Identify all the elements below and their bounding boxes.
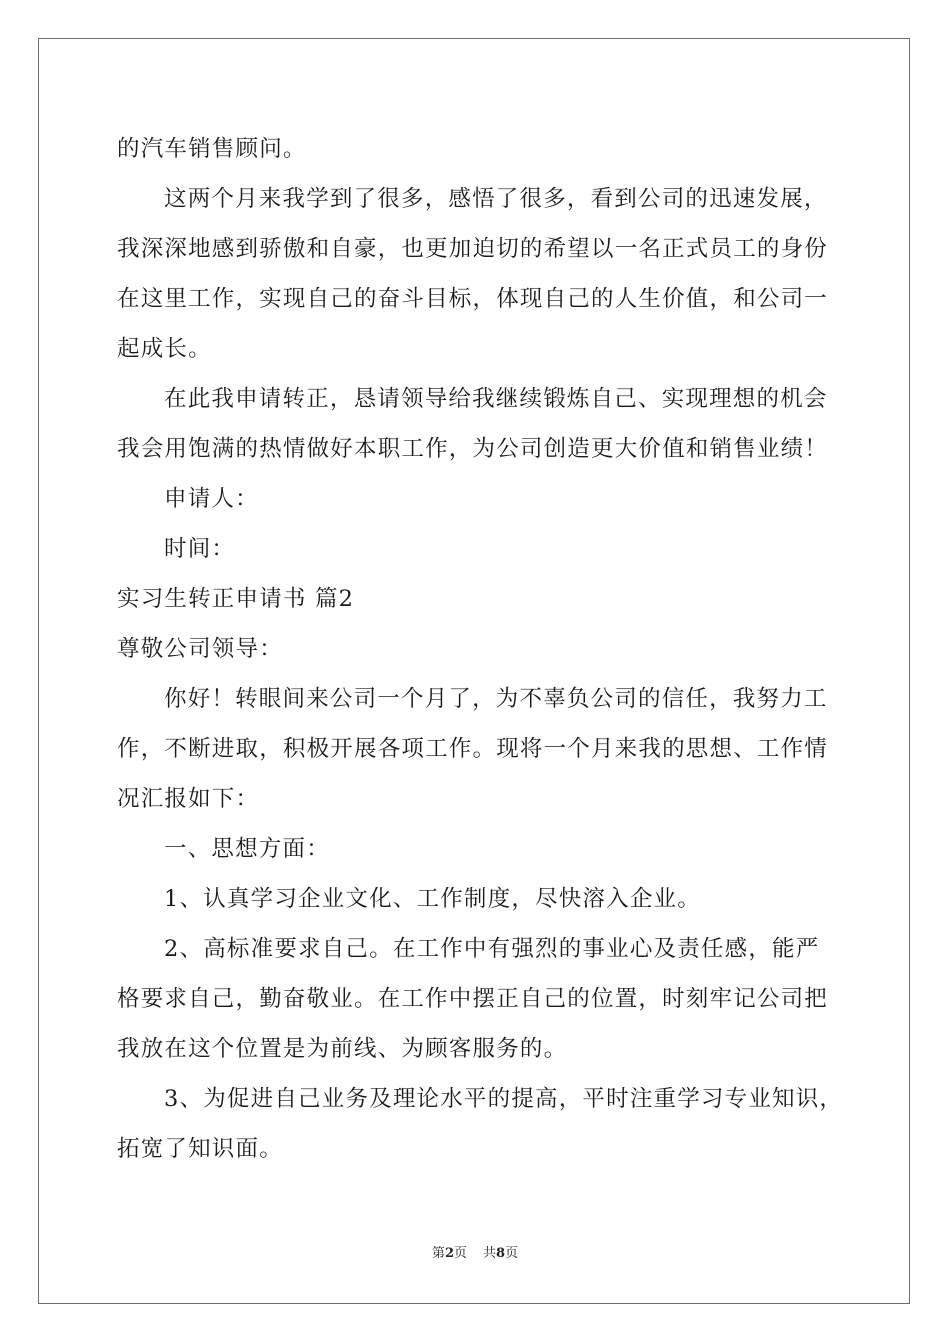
- footer-page-current: 2: [444, 1246, 454, 1261]
- text-line: 我放在这个位置是为前线、为顾客服务的。: [117, 1036, 568, 1062]
- page-footer: [0, 1246, 950, 1262]
- text-line: 这两个月来我学到了很多，感悟了很多，看到公司的迅速发展，: [164, 186, 828, 212]
- text-line: 在这里工作，实现自己的奋斗目标，体现自己的人生价值，和公司一: [117, 286, 829, 312]
- text-line: 我会用饱满的热情做好本职工作，为公司创造更大价值和销售业绩！: [117, 436, 829, 462]
- text-line: 1、认真学习企业文化、工作制度，尽快溶入企业。: [164, 886, 701, 912]
- text-line: 作，不断进取，积极开展各项工作。现将一个月来我的思想、工作情: [117, 736, 829, 762]
- text-line: 实习生转正申请书 篇2: [117, 586, 355, 612]
- text-line: 况汇报如下：: [117, 786, 260, 812]
- text-line: 申请人：: [164, 486, 259, 512]
- text-line: 在此我申请转正，恳请领导给我继续锻炼自己、实现理想的机会: [164, 386, 828, 412]
- footer-total-prefix: 共: [483, 1246, 497, 1261]
- text-line: 3、为促进自己业务及理论水平的提高，平时注重学习专业知识，: [164, 1086, 844, 1112]
- footer-page-total: 8: [496, 1246, 506, 1261]
- text-line: 尊敬公司领导：: [117, 636, 283, 662]
- text-line: 我深深地感到骄傲和自豪，也更加迫切的希望以一名正式员工的身份: [117, 236, 829, 262]
- footer-page-suffix: 页: [453, 1246, 467, 1261]
- text-line: 你好！转眼间来公司一个月了，为不辜负公司的信任，我努力工: [164, 686, 828, 712]
- text-line: 起成长。: [117, 336, 212, 362]
- text-line: 拓宽了知识面。: [117, 1136, 283, 1162]
- document-body: [117, 124, 844, 1174]
- footer-page-prefix: 第: [431, 1246, 445, 1261]
- text-line: 格要求自己，勤奋敬业。在工作中摆正自己的位置，时刻牢记公司把: [117, 986, 829, 1012]
- footer-total-suffix: 页: [505, 1246, 519, 1261]
- text-line: 时间：: [164, 536, 236, 562]
- text-line: 一、思想方面：: [164, 836, 330, 862]
- text-line: 的汽车销售顾问。: [117, 136, 307, 162]
- text-line: 2、高标准要求自己。在工作中有强烈的事业心及责任感，能严: [164, 936, 820, 962]
